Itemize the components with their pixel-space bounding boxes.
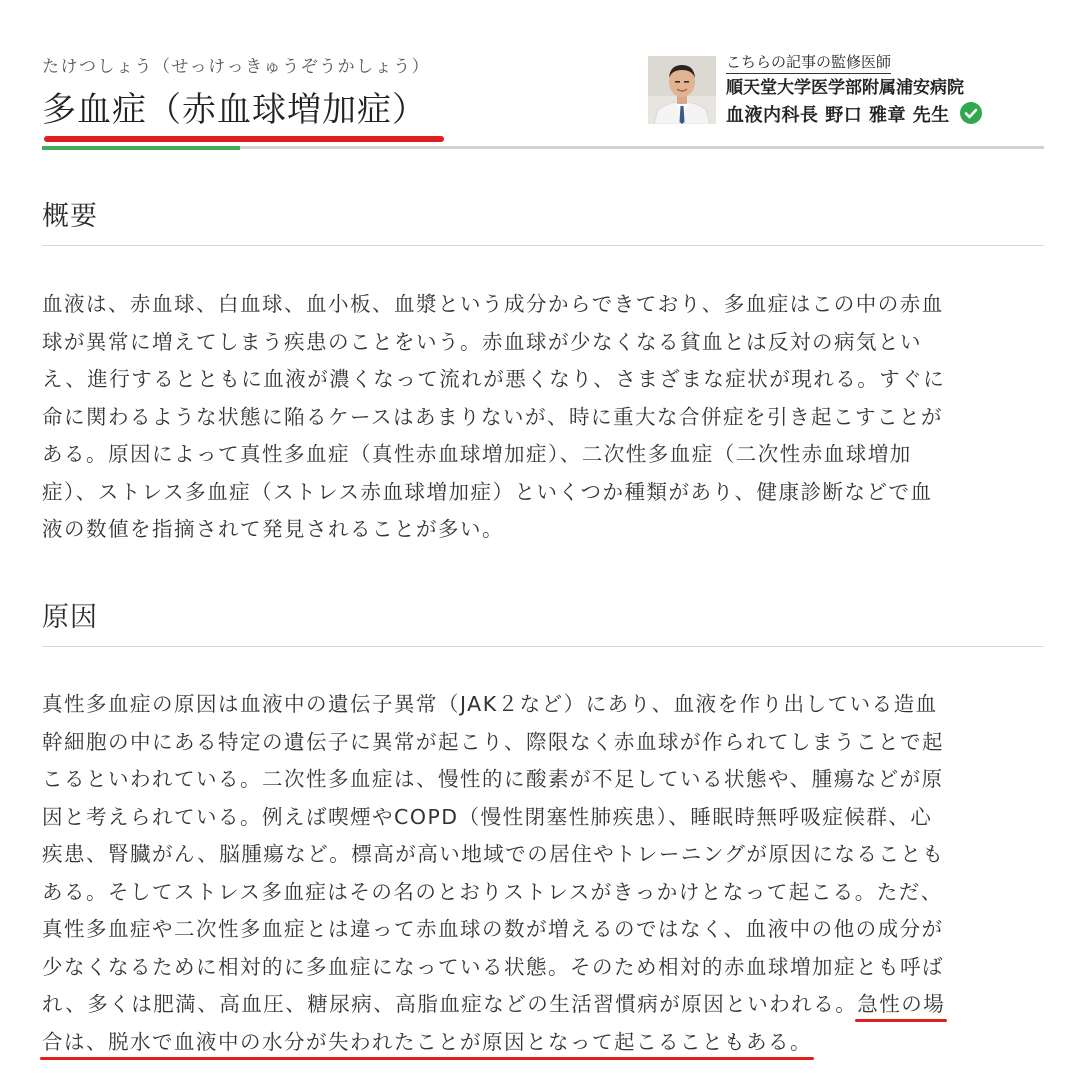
section-divider [42,245,1044,246]
paragraph-line: 球が異常に増えてしまう疾患のことをいう。赤血球が少なくなる貧血とは反対の病気とい [42,329,922,354]
paragraph-line: 疾患、腎臓がん、脳腫瘍など。標高が高い地域での居住やトレーニングが原因になることも [42,842,945,866]
paragraph-line: ある。そしてストレス多血症はその名のとおりストレスがきっかけとなって起こる。ただ、 [42,879,943,904]
supervisor-caption: こちらの記事の監修医師 [726,52,891,74]
avatar [648,56,716,124]
paragraph-line: 因と考えられている。例えば喫煙やCOPD（慢性閉塞性肺疾患）、睡眠時無呼吸症候群、心 [42,804,933,829]
highlighted-text: 急性の場 [857,992,946,1016]
causes-paragraph [42,686,1042,1061]
doctor-name: 血液内科長 野口 雅章 先生 [726,105,950,126]
overview-paragraph [42,286,1042,549]
paragraph-text: れ、多くは肥満、高血圧、糖尿病、高脂血症などの生活習慣病が原因といわれる。 [42,992,858,1016]
paragraph-line [42,986,1042,1024]
paragraph-line [42,1024,1042,1062]
title-reading: たけつしょう（せっけっきゅうぞうかしょう） [42,57,431,77]
paragraph-line: 真性多血症や二次性多血症とは違って赤血球の数が増えるのではなく、血液中の他の成分が [42,917,944,941]
paragraph-line: 血液は、赤血球、白血球、血小板、血漿という成分からできており、多血症はこの中の赤血 [42,292,944,316]
section-heading-causes: 原因 [42,602,98,633]
section-divider [42,646,1044,647]
title-underline [44,136,444,142]
page-title: 多血症（赤血球増加症） [42,90,427,130]
header-divider-accent [42,146,240,150]
paragraph-line: 症）、ストレス多血症（ストレス赤血球増加症）といくつか種類があり、健康診断などで血 [42,479,933,504]
supervisor-block[interactable] [648,52,1048,132]
paragraph-line: 液の数値を指摘されて発見されることが多い。 [42,517,504,541]
check-circle-icon [960,102,982,124]
doctor-photo [648,56,716,124]
doctor-hospital: 順天堂大学医学部附属浦安病院 [726,78,964,98]
doctor-name-row [726,102,982,129]
paragraph-line: 真性多血症の原因は血液中の遺伝子異常（JAK２など）にあり、血液を作り出している造血 [42,692,938,716]
article-header [42,44,1044,152]
paragraph-line: こるといわれている。二次性多血症は、慢性的に酸素が不足している状態や、腫瘍などが原 [42,767,944,791]
paragraph-line: え、進行するとともに血液が濃くなって流れが悪くなり、さまざまな症状が現れる。すぐに [42,367,946,391]
section-heading-overview: 概要 [42,201,98,232]
paragraph-line: ある。原因によって真性多血症（真性赤血球増加症）、二次性多血症（二次性赤血球増加 [42,442,912,466]
paragraph-line: 命に関わるような状態に陥るケースはあまりないが、時に重大な合併症を引き起こすことが [42,404,943,429]
paragraph-line: 幹細胞の中にある特定の遺伝子に異常が起こり、際限なく赤血球が作られてしまうことで起 [42,729,944,754]
highlighted-text: 合は、脱水で血液中の水分が失われたことが原因となって起こることもある。 [42,1029,812,1054]
paragraph-line: 少なくなるために相対的に多血症になっている状態。そのため相対的赤血球増加症とも呼ば [42,954,944,979]
